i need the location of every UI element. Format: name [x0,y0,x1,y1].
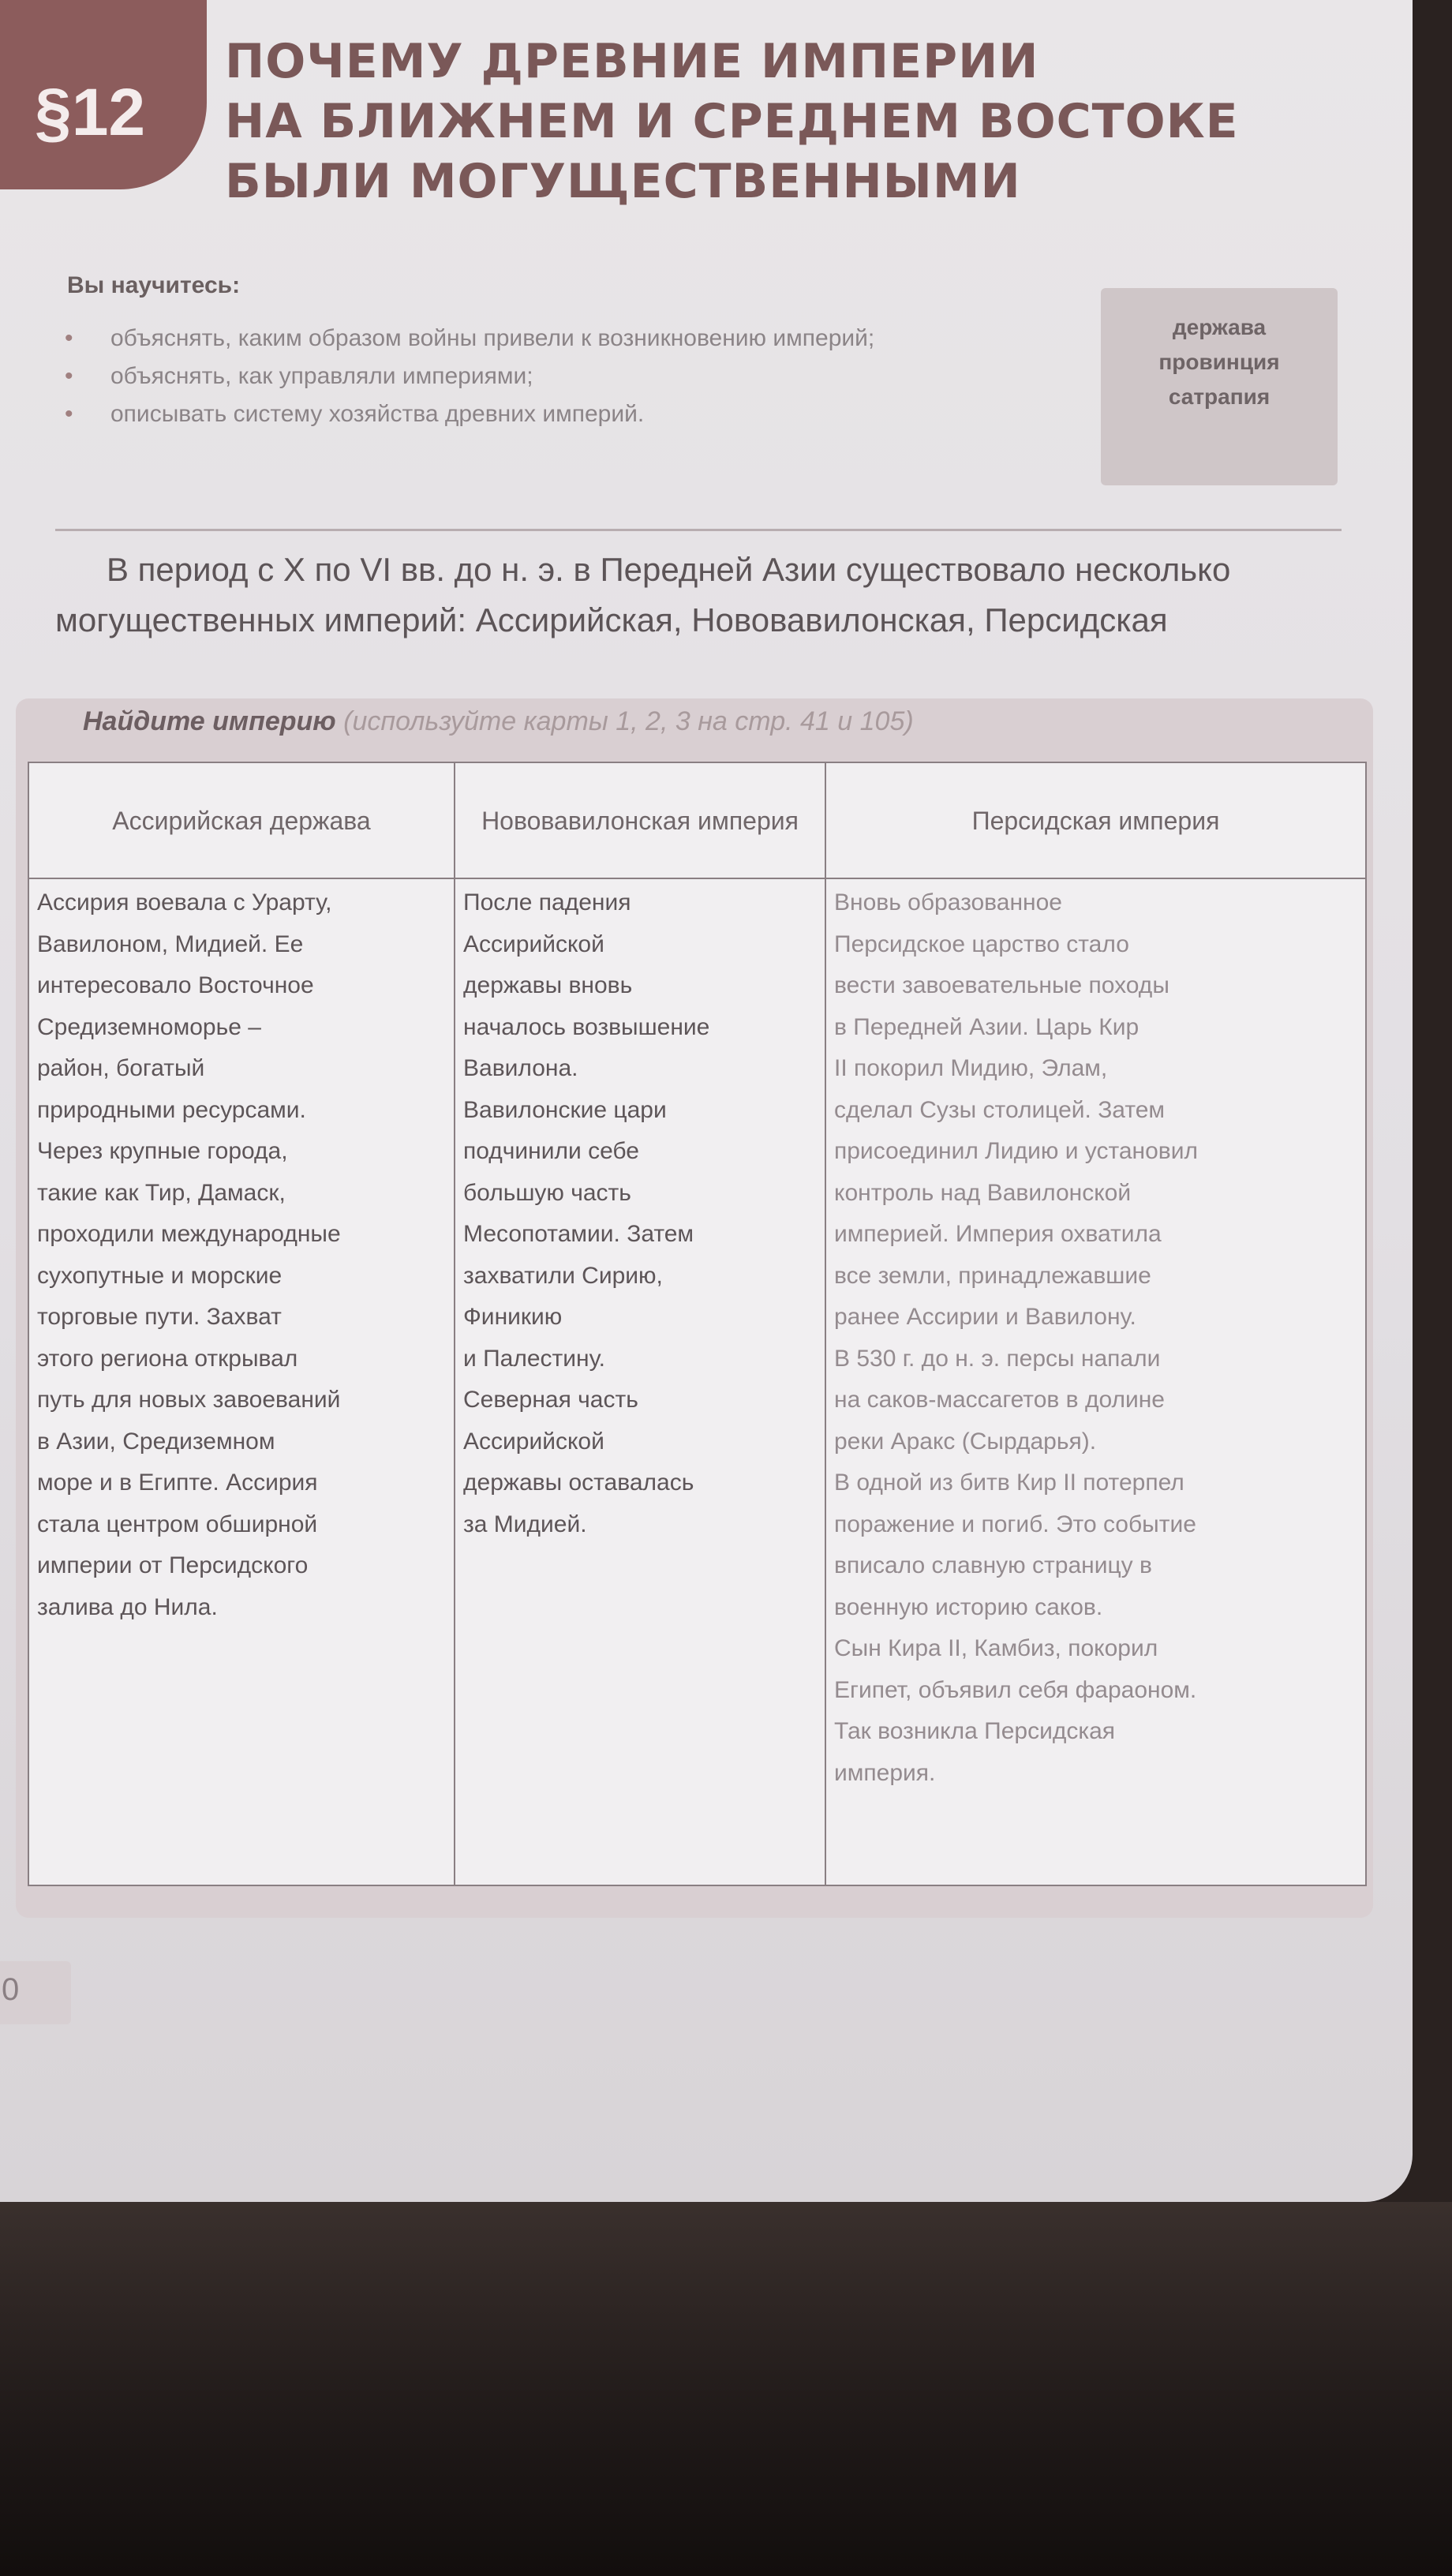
key-term: провинция [1158,350,1280,374]
column-header: Нововавилонская империя [455,762,825,878]
title-line: НА БЛИЖНЕМ И СРЕДНЕМ ВОСТОКЕ [225,94,1239,149]
goal-item: • описывать систему хозяйства древних империй. [55,395,1065,433]
table-cell-neo-babylon: После падения Ассирийской державы вновь началось возвышение Вавилона. Вавилонские цари подчинили себе большую часть Месопотамии. Затем захватили Сирию, Финикию и Палестину. Северная часть Ассирийской державы оставалась за Мидией. [455,878,825,1885]
task-heading [83,706,914,737]
table-cell-persia: Вновь образованное Персидское царство стало вести завоевательные походы в Передней Азии. Царь Кир II покорил Мидию, Элам, сделал Сузы столицей. Затем присоединил Лидию и установил контроль над Вавилонской империей. Империя охватила все земли, принадлежавшие ранее Ассирии и Вавилону. В 530 г. до н. э. персы напали на саков-массагетов в долине реки Аракс (Сырдарья). В одной из битв Кир II потерпел поражение и погиб. Это событие вписало славную страницу в военную историю саков. Сын Кира II, Камбиз, покорил Египет, объявил себя фараоном. Так возникла Персидская империя. [825,878,1366,1885]
key-term: держава [1172,315,1267,339]
title-line: БЫЛИ МОГУЩЕСТВЕННЫМИ [225,154,1021,209]
intro-line: В период с X по VI вв. до н. э. в Передней Азии существовало несколько [107,551,1231,588]
goals-heading: Вы научитесь: [67,272,241,298]
intro-paragraph [55,545,1397,646]
empires-table [28,762,1367,1886]
background-shadow [0,2202,1452,2576]
table-row [28,878,1366,1885]
column-header: Ассирийская держава [28,762,455,878]
page-number: 0 [2,1972,20,2007]
column-header: Персидская империя [825,762,1366,878]
divider [55,529,1342,531]
title-line: ПОЧЕМУ ДРЕВНИЕ ИМПЕРИИ [225,34,1039,89]
goals-list [55,320,1065,433]
task-title: Найдите империю [83,706,336,736]
goal-item: • объяснять, как управляли империями; [55,358,1065,395]
section-badge [0,0,207,189]
section-number: §12 [35,75,146,149]
intro-line: могущественных империй: Ассирийская, Нововавилонская, Персидская [55,601,1168,638]
page-number-tab [0,1961,71,2024]
table-cell-assyria: Ассирия воевала с Урарту, Вавилоном, Мидией. Ее интересовало Восточное Средиземноморье – район, богатый природными ресурсами. Через крупные города, такие как Тир, Дамаск, проходили международные сухопутные и морские торговые пути. Захват этого региона открывал путь для новых завоеваний в Азии, Средиземном море и в Египте. Ассирия стала центром обширной империи от Персидского залива до Нила. [28,878,455,1885]
key-term: сатрапия [1168,384,1270,409]
table-header-row [28,762,1366,878]
task-hint: (используйте карты 1, 2, 3 на стр. 41 и 105) [343,706,914,736]
key-terms-box [1101,288,1338,485]
page-title [225,32,1251,212]
task-box [16,698,1373,1918]
goal-item: • объяснять, каким образом войны привели к возникновению империй; [55,320,1065,358]
